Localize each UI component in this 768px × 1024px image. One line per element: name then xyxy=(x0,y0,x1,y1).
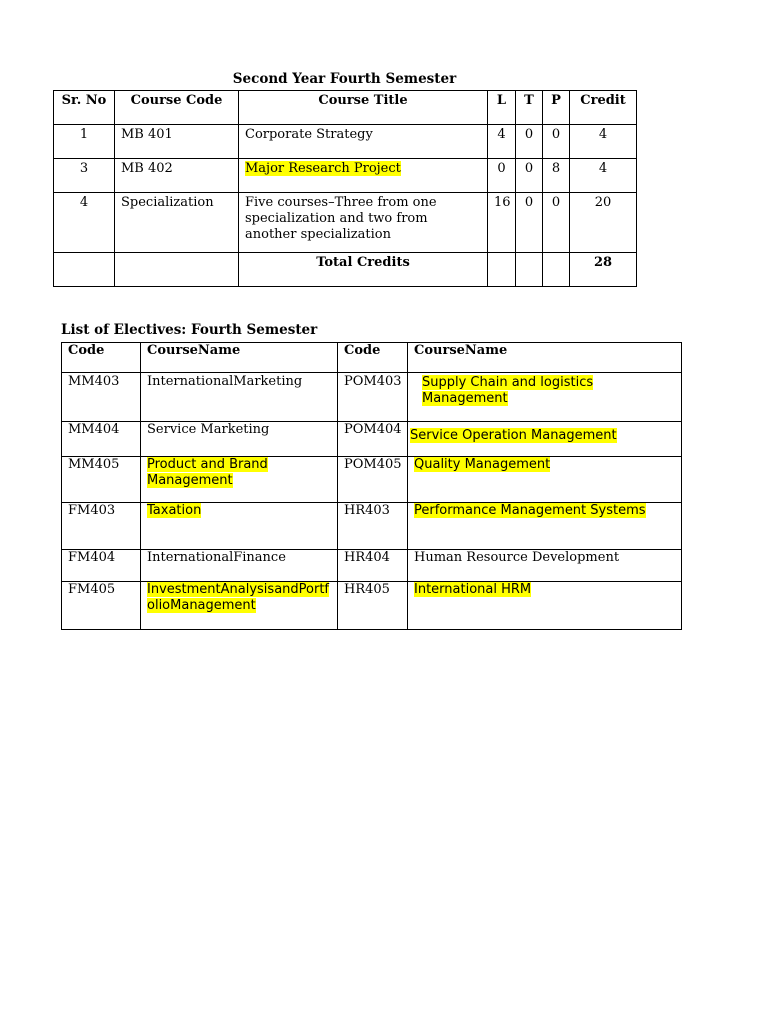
header-course-name: CourseName xyxy=(408,343,682,373)
course-name-cell: InternationalFinance xyxy=(141,550,338,582)
table-header-row xyxy=(62,343,682,373)
table-row xyxy=(54,193,637,253)
header-course-title: Course Title xyxy=(239,91,488,125)
code-cell: POM403 xyxy=(338,373,408,422)
total-credits-label: Total Credits xyxy=(239,253,488,287)
header-course-name: CourseName xyxy=(141,343,338,373)
table-row xyxy=(62,422,682,457)
sr-no-cell: 1 xyxy=(54,125,115,159)
highlighted-course-name: Quality Management xyxy=(414,457,551,472)
code-cell: HR403 xyxy=(338,503,408,550)
code-cell: MM404 xyxy=(62,422,141,457)
empty-cell xyxy=(115,253,239,287)
l-cell: 4 xyxy=(488,125,516,159)
course-name-cell xyxy=(408,422,682,457)
course-name-cell xyxy=(408,373,682,422)
highlighted-course-name: Performance Management Systems xyxy=(414,503,646,518)
semester-title: Second Year Fourth Semester xyxy=(232,71,457,87)
code-cell: FM403 xyxy=(62,503,141,550)
semester-course-table xyxy=(53,90,637,287)
empty-cell xyxy=(516,253,543,287)
header-code: Code xyxy=(338,343,408,373)
header-credit: Credit xyxy=(570,91,637,125)
highlighted-course-name: Taxation xyxy=(147,503,202,518)
credit-cell: 4 xyxy=(570,159,637,193)
table-row xyxy=(62,550,682,582)
table-row xyxy=(62,582,682,630)
table-header-row xyxy=(54,91,637,125)
code-cell: HR405 xyxy=(338,582,408,630)
table-row xyxy=(62,457,682,503)
t-cell: 0 xyxy=(516,193,543,253)
code-cell: FM404 xyxy=(62,550,141,582)
empty-cell xyxy=(543,253,570,287)
table-row xyxy=(62,373,682,422)
highlighted-course-name: InvestmentAnalysisandPortfolioManagement xyxy=(147,582,329,613)
code-cell: MM405 xyxy=(62,457,141,503)
header-course-code: Course Code xyxy=(115,91,239,125)
t-cell: 0 xyxy=(516,159,543,193)
empty-cell xyxy=(488,253,516,287)
header-sr-no: Sr. No xyxy=(54,91,115,125)
p-cell: 8 xyxy=(543,159,570,193)
highlighted-course-name: Service Operation Management xyxy=(410,428,617,443)
credit-cell: 4 xyxy=(570,125,637,159)
course-name-cell: Service Marketing xyxy=(141,422,338,457)
table-row xyxy=(62,503,682,550)
table-row xyxy=(54,125,637,159)
electives-table xyxy=(61,342,682,630)
course-name-cell: InternationalMarketing xyxy=(141,373,338,422)
course-name-cell xyxy=(141,582,338,630)
total-credits-value: 28 xyxy=(570,253,637,287)
course-title-cell: Corporate Strategy xyxy=(239,125,488,159)
code-cell: POM404 xyxy=(338,422,408,457)
sr-no-cell: 3 xyxy=(54,159,115,193)
l-cell: 0 xyxy=(488,159,516,193)
header-code: Code xyxy=(62,343,141,373)
t-cell: 0 xyxy=(516,125,543,159)
course-title-cell xyxy=(239,159,488,193)
course-name-cell xyxy=(141,503,338,550)
course-title-cell: Five courses–Three from one specialization and two from another specialization xyxy=(239,193,488,253)
course-code-cell: MB 401 xyxy=(115,125,239,159)
course-name-cell: Human Resource Development xyxy=(408,550,682,582)
highlighted-course-name: Product and Brand Management xyxy=(147,457,268,488)
p-cell: 0 xyxy=(543,193,570,253)
sr-no-cell: 4 xyxy=(54,193,115,253)
course-name-cell xyxy=(408,503,682,550)
header-l: L xyxy=(488,91,516,125)
highlighted-course-name: Supply Chain and logistics Management xyxy=(422,375,594,406)
code-cell: MM403 xyxy=(62,373,141,422)
l-cell: 16 xyxy=(488,193,516,253)
highlighted-course-title: Major Research Project xyxy=(245,161,401,176)
table-row xyxy=(54,159,637,193)
code-cell: HR404 xyxy=(338,550,408,582)
course-name-cell xyxy=(408,582,682,630)
header-t: T xyxy=(516,91,543,125)
highlighted-course-name: International HRM xyxy=(414,582,532,597)
course-code-cell: MB 402 xyxy=(115,159,239,193)
code-cell: POM405 xyxy=(338,457,408,503)
empty-cell xyxy=(54,253,115,287)
credit-cell: 20 xyxy=(570,193,637,253)
course-code-cell: Specialization xyxy=(115,193,239,253)
header-p: P xyxy=(543,91,570,125)
course-name-cell xyxy=(408,457,682,503)
code-cell: FM405 xyxy=(62,582,141,630)
total-row xyxy=(54,253,637,287)
p-cell: 0 xyxy=(543,125,570,159)
course-name-cell xyxy=(141,457,338,503)
electives-title: List of Electives: Fourth Semester xyxy=(61,322,318,338)
